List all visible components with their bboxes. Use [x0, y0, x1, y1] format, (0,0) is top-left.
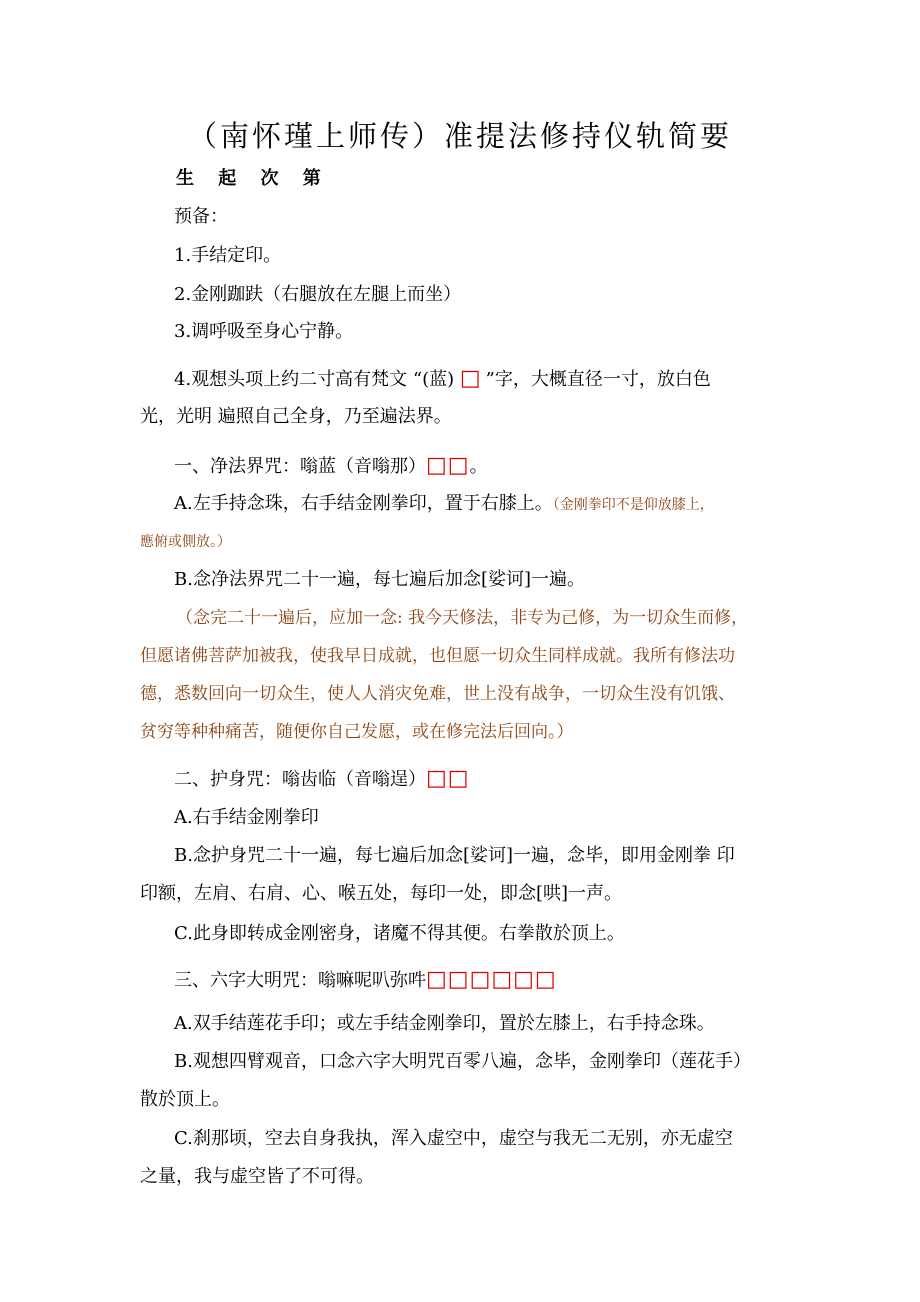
part-1-heading: [174, 451, 488, 482]
step-3: 3.调呼吸至身心宁静。: [174, 321, 354, 342]
part-2-a: A.右手结金刚拳印: [174, 807, 319, 828]
part-1-note-line-1: （念完二十一遍后，应加一念: 我今天修法，非专为己修，为一切众生而修，: [176, 608, 749, 628]
step-4-line-2: 光，光明 遍照自己全身，乃至遍法界。: [140, 406, 452, 427]
part-1-a-note: （金刚拳印不是仰放膝上，: [552, 497, 714, 513]
document-title: （南怀瑾上师传）准提法修持仪轨简要: [187, 119, 732, 153]
part-3-b-line-2: 散於顶上。: [140, 1089, 230, 1110]
part-3-heading: [174, 965, 557, 996]
sanskrit-glyph-lan: □: [459, 366, 481, 391]
step-4-text-a: 4.观想头项上约二寸高有梵文 “(蓝): [174, 369, 455, 390]
part-3-c-line-1: C.刹那顷，空去自身我执，浑入虚空中，虚空与我无二无别，亦无虚空: [174, 1128, 733, 1149]
part-1-a-note-continued: 應俯或側放。）: [140, 534, 231, 550]
step-2: 2.金刚跏趺（右腿放在左腿上而坐）: [174, 284, 462, 305]
part-1-note-line-4: 贫穷等种种痛苦，随便你自己发愿，或在修完法后回向。）: [140, 722, 574, 742]
step-4-line-1: [174, 364, 711, 395]
part-1-note-line-3: 德，悉数回向一切众生，使人人消灾免难，世上没有战争，一切众生没有饥饿、: [140, 684, 735, 704]
part-3-heading-text: 三、六字大明咒：嗡嘛呢叭弥吽: [174, 970, 426, 991]
part-3-a: A.双手结莲花手印；或左手结金刚拳印，置於左膝上，右手持念珠。: [174, 1013, 715, 1034]
part-1-sanskrit-glyphs: □□: [426, 453, 470, 478]
step-1: 1.手结定印。: [174, 245, 282, 266]
part-2-c: C.此身即转成金刚密身，诸魔不得其便。右拳散於顶上。: [174, 923, 625, 944]
part-2-heading: [174, 764, 470, 795]
part-1-a-text: A.左手持念珠，右手结金刚拳印，置于右膝上。: [174, 493, 553, 514]
section-heading: 生 起 次 第: [176, 168, 330, 189]
part-2-sanskrit-glyphs: □□: [426, 766, 470, 791]
part-3-b-line-1: B.观想四臂观音，口念六字大明咒百零八遍，念毕，金刚拳印（莲花手）: [174, 1051, 751, 1072]
part-2-b-line-1: B.念护身咒二十一遍，每七遍后加念[娑诃]一遍，念毕，即用金刚拳 印: [174, 845, 735, 866]
part-1-heading-text: 一、净法界咒：嗡蓝（音嗡那）: [174, 456, 426, 477]
part-1-a: [174, 489, 714, 520]
step-4-text-b: ”字，大概直径一寸，放白色: [485, 369, 711, 390]
part-1-heading-period: 。: [469, 456, 488, 477]
part-1-note-line-2: 但愿诸佛菩萨加被我，使我早日成就，也但愿一切众生同样成就。我所有修法功: [140, 646, 735, 666]
part-2-heading-text: 二、护身咒：嗡齿临（音嗡逞）: [174, 769, 426, 790]
part-3-c-line-2: 之量，我与虚空皆了不可得。: [140, 1166, 374, 1187]
part-1-b: B.念净法界咒二十一遍，每七遍后加念[娑诃]一遍。: [174, 569, 585, 590]
part-3-sanskrit-glyphs: □□□□□□: [426, 967, 557, 992]
part-2-b-line-2: 印额，左肩、右肩、心、喉五处，每印一处，即念[哄]一声。: [140, 883, 623, 904]
prep-label: 预备：: [174, 206, 228, 227]
